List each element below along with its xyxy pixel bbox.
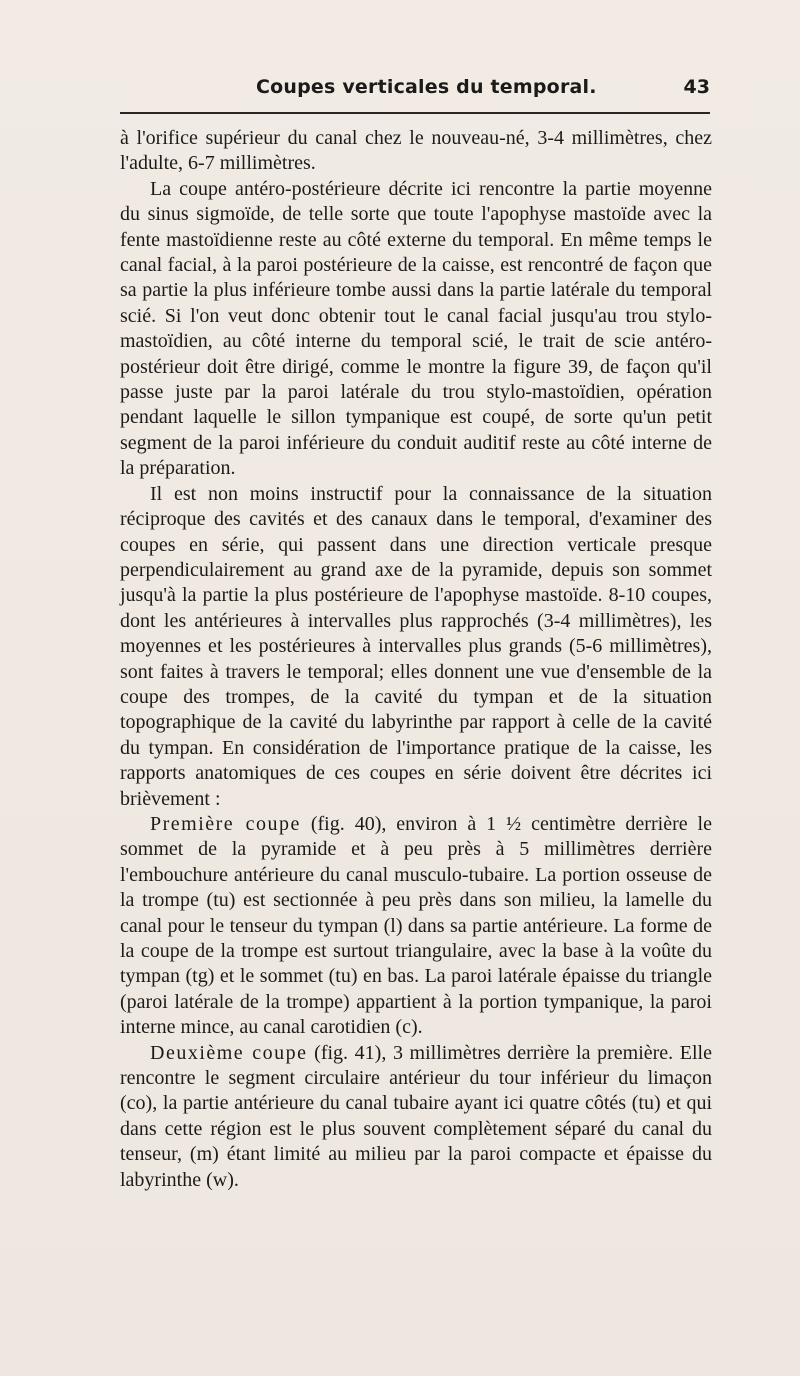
paragraph xyxy=(120,812,712,1041)
paragraph xyxy=(120,1041,712,1193)
running-title: Coupes verticales du temporal. xyxy=(256,76,597,98)
paragraph: Il est non moins instructif pour la connaissance de la situation réciproque des cavités et des canaux dans le temporal, d'examiner des coupes en série, qui passent dans une direction verticale presque perpendiculairement au grand axe de la pyramide, depuis son sommet jusqu'à la partie la plus postérieure de l'apophyse mastoïde. 8-10 coupes, dont les antérieures à intervalles plus rapprochés (3-4 millimètres), les moyennes et les postérieures à intervalles plus grands (5-6 millimètres), sont faites à travers le temporal; elles donnent une vue d'ensemble de la coupe des trompes, de la cavité du tympan et de la situation topographique de la cavité du labyrinthe par rapport à celle de la cavité du tympan. En considération de l'importance pratique de la caisse, les rapports anatomiques de ces coupes en série doivent être décrites ici brièvement : xyxy=(120,482,712,810)
paragraph-text: (fig. 40), environ à 1 ½ centimètre derrière le sommet de la pyramide et à peu près à 5 millimètres derrière l'embouchure antérieure du canal musculo-tubaire. La portion osseuse de la trompe (tu) est sectionnée à peu près dans son milieu, la lamelle du canal pour le tenseur du tympan (l) dans sa partie antérieure. La forme de la coupe de la trompe est surtout triangulaire, avec la base à la voûte du tympan (tg) et le sommet (tu) en bas. La paroi latérale épaisse du triangle (paroi latérale de la trompe) appartient à la portion tympanique, la paroi interne mince, au canal carotidien (c). xyxy=(120,812,712,1039)
running-header xyxy=(120,76,710,106)
body-text xyxy=(120,126,712,1193)
header-rule xyxy=(120,112,710,114)
paragraph: à l'orifice supérieur du canal chez le nouveau-né, 3-4 millimètres, chez l'adulte, 6-7 millimètres. xyxy=(120,127,712,175)
page-number: 43 xyxy=(683,76,710,98)
section-lead: Deuxième coupe xyxy=(150,1041,308,1064)
paragraph: La coupe antéro-postérieure décrite ici rencontre la partie moyenne du sinus sigmoïde, de telle sorte que toute l'apophyse mastoïde avec la fente mastoïdienne reste au côté externe du temporal. En même temps le canal facial, à la paroi postérieure de la caisse, est rencontré de façon que sa partie la plus inférieure tombe aussi dans la partie latérale du temporal scié. Si l'on veut donc obtenir tout le canal facial jusqu'au trou stylo-mastoïdien, au côté interne du temporal scié, le trait de scie antéro-postérieur doit être dirigé, comme le montre la figure 39, de façon qu'il passe juste par la paroi latérale du trou stylo-mastoïdien, opération pendant laquelle le sillon tympanique est coupé, de sorte qu'un petit segment de la paroi inférieure du conduit auditif reste au côté interne de la préparation. xyxy=(120,177,712,480)
section-lead: Première coupe xyxy=(150,812,301,835)
paragraph-text: (fig. 41), 3 millimètres derrière la première. Elle rencontre le segment circulaire antérieur du tour inférieur du limaçon (co), la partie antérieure du canal tubaire ayant ici quatre côtés (tu) et qui dans cette région est le plus souvent complètement séparé du canal du tenseur, (m) étant limité au milieu par la paroi compacte et épaisse du labyrinthe (w). xyxy=(120,1041,712,1191)
